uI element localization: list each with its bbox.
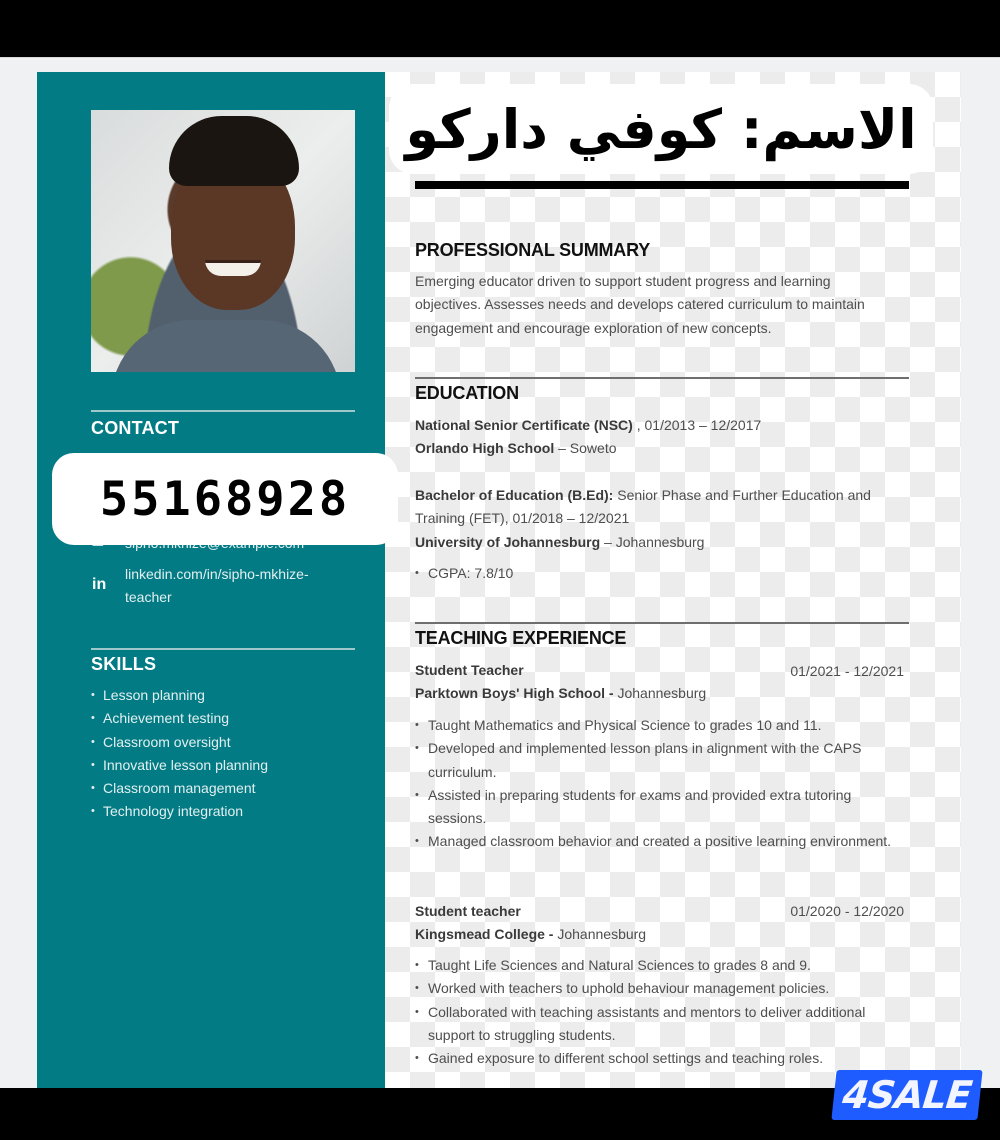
job-employer: Kingsmead College -: [415, 926, 554, 943]
job-bullet: • Collaborated with teaching assistants and mentors to deliver additional support to struggling students.: [415, 1001, 895, 1048]
education-detail: Senior Phase and Further Education and: [613, 487, 871, 503]
name-label-overlay: الاسم: كوفي داركو: [389, 84, 933, 174]
profile-photo: [91, 110, 355, 372]
skills-list: [91, 684, 268, 824]
linkedin-icon: in: [92, 576, 107, 593]
job-employer: Parktown Boys' High School -: [415, 685, 614, 702]
summary-line: Emerging educator driven to support student progress and learning: [415, 273, 831, 289]
education-location: – Soweto: [554, 440, 617, 457]
name-underline: [415, 181, 909, 189]
summary-line: objectives. Assesses needs and develops catered curriculum to maintain: [415, 296, 865, 313]
education-bullets: [415, 562, 895, 585]
contact-heading: CONTACT: [91, 418, 180, 438]
photo-shirt: [111, 320, 341, 372]
job-bullet: • Developed and implemented lesson plans in alignment with the CAPS curriculum.: [415, 737, 895, 784]
4sale-logo: 4SALE: [831, 1070, 982, 1120]
summary-heading: PROFESSIONAL SUMMARY: [415, 240, 651, 260]
education-degree: National Senior Certificate (NSC): [415, 417, 633, 433]
education-heading: EDUCATION: [415, 383, 519, 403]
experience-divider: [415, 622, 909, 624]
job-location: Johannesburg: [613, 685, 707, 702]
resume-sidebar: [37, 72, 385, 1088]
contact-linkedin-line1[interactable]: linkedin.com/in/sipho-mkhize-: [125, 566, 309, 582]
job-bullet: • Gained exposure to different school settings and teaching roles.: [415, 1047, 895, 1070]
photo-smile: [205, 260, 261, 276]
job-bullet: • Taught Mathematics and Physical Science to grades 10 and 11.: [415, 714, 895, 737]
job-1-bullets: [415, 714, 895, 854]
summary-text: [415, 270, 895, 340]
skill-item: • Innovative lesson planning: [91, 754, 268, 777]
education-degree: Bachelor of Education (B.Ed):: [415, 487, 614, 503]
skills-heading: SKILLS: [91, 654, 157, 674]
education-school: University of Johannesburg: [415, 533, 601, 550]
job-dates: 01/2021 - 12/2021: [790, 663, 904, 679]
job-title: Student Teacher: [415, 662, 524, 678]
job-dates: 01/2020 - 12/2020: [790, 903, 904, 919]
summary-line: engagement and encourage exploration of new concepts.: [415, 319, 772, 336]
phone-number-overlay: 55168928: [52, 453, 398, 545]
job-2-bullets: [415, 954, 895, 1070]
job-title: Student teacher: [415, 903, 521, 919]
education-dates: , 01/2013 – 12/2017: [632, 417, 762, 433]
contact-divider: [91, 410, 355, 412]
top-black-bar: [0, 0, 1000, 57]
education-detail-line2: Training (FET), 01/2018 – 12/2021: [415, 510, 630, 527]
education-entry-2: [415, 484, 895, 554]
job-bullet: • Managed classroom behavior and created a positive learning environment.: [415, 830, 895, 853]
skill-item: • Technology integration: [91, 800, 268, 823]
education-entry-1: [415, 414, 895, 461]
skill-item: • Lesson planning: [91, 684, 268, 707]
contact-linkedin-line2[interactable]: teacher: [125, 589, 172, 605]
job-bullet: • Worked with teachers to uphold behaviour management policies.: [415, 977, 895, 1000]
education-location: – Johannesburg: [600, 533, 705, 550]
skill-item: • Classroom oversight: [91, 731, 268, 754]
skill-item: • Classroom management: [91, 777, 268, 800]
education-divider: [415, 377, 909, 379]
job-bullet: • Taught Life Sciences and Natural Sciences to grades 8 and 9.: [415, 954, 895, 977]
education-bullet: • CGPA: 7.8/10: [415, 562, 895, 585]
experience-heading: TEACHING EXPERIENCE: [415, 628, 627, 648]
job-location: Johannesburg: [553, 926, 647, 943]
photo-hair: [169, 116, 299, 186]
skills-divider: [91, 648, 355, 650]
job-bullet: • Assisted in preparing students for exams and provided extra tutoring sessions.: [415, 784, 895, 831]
skill-item: • Achievement testing: [91, 707, 268, 730]
education-school: Orlando High School: [415, 440, 555, 457]
